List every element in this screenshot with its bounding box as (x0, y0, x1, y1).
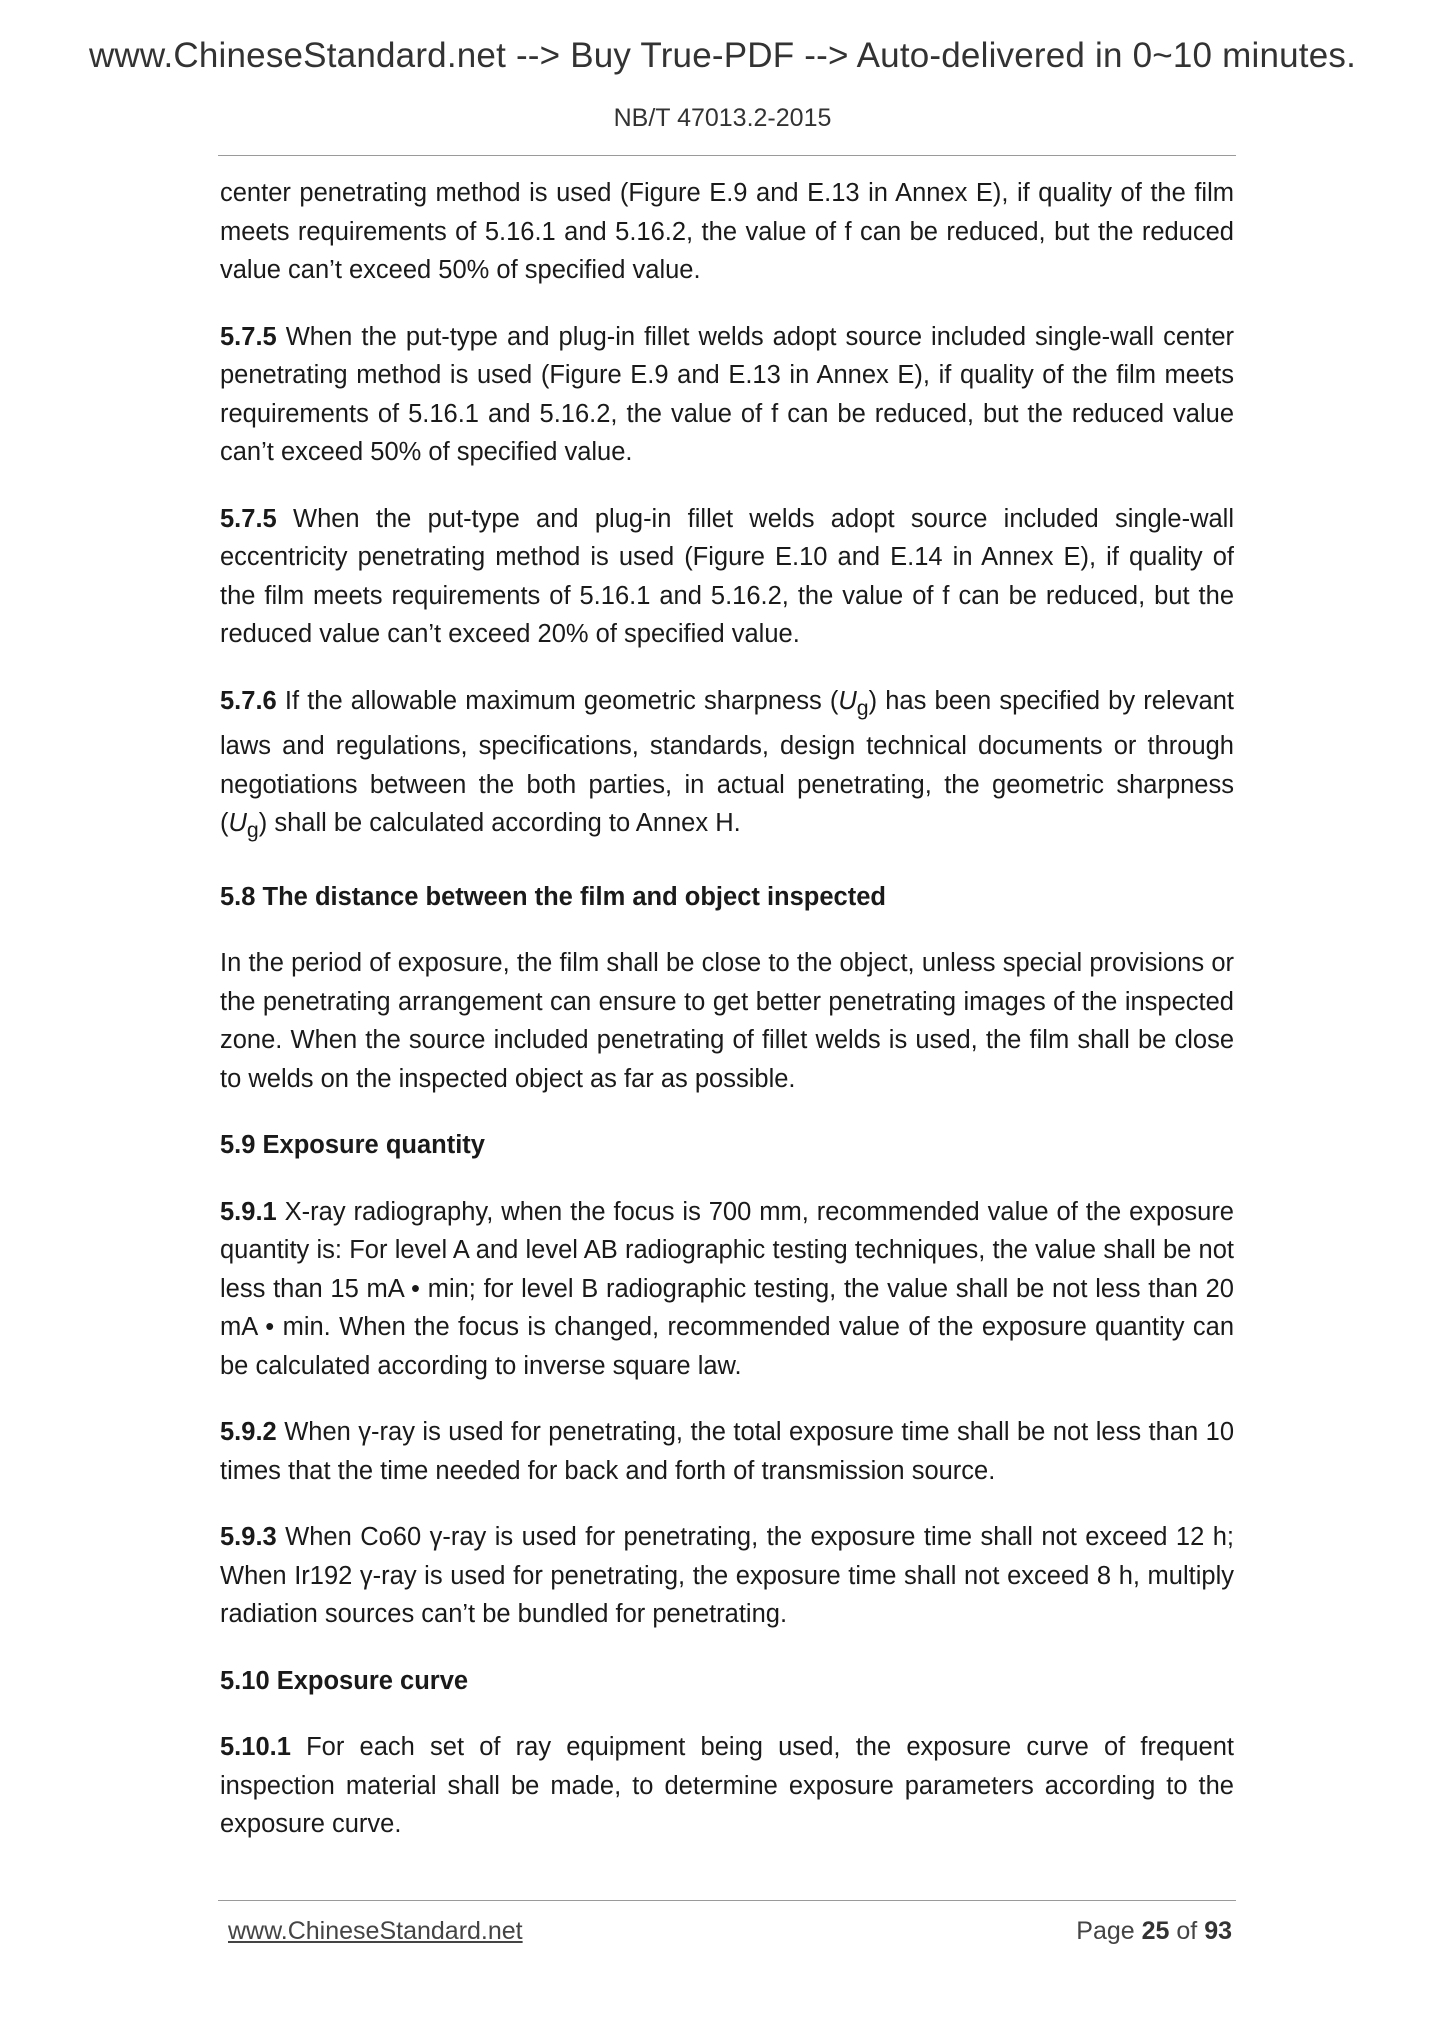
footer-site-link[interactable]: www.ChineseStandard.net (228, 1917, 523, 1945)
footer-divider (218, 1900, 1236, 1901)
clause-5-7-5-eccentricity: 5.7.5 When the put-type and plug-in fillet welds adopt source included single-wall eccentricity penetrating method is used (Figure E.10 and E.14 in Annex E), if quality of the film meets requirements of 5.16.1 and 5.16.2, the value of f can be reduced, but the reduced value can’t exceed 20% of specified value. (220, 504, 1234, 648)
current-page-number: 25 (1141, 1917, 1170, 1945)
clause-5-9-1: 5.9.1 X-ray radiography, when the focus is 700 mm, recommended value of the exposure quantity is: For level A and level AB radiographic testing techniques, the value shall be not less than 15 mA • min; for level B radiographic testing, the value shall be not less than 20 mA • min. When the focus is changed, recommended value of the exposure quantity can be calculated according to inverse square law. (220, 1197, 1234, 1380)
document-body (220, 174, 1234, 1872)
page-indicator: Page 25 of 93 (1076, 1917, 1232, 1945)
clause-5-10-1: 5.10.1 For each set of ray equipment being used, the exposure curve of frequent inspection material shall be made, to determine exposure parameters according to the exposure curve. (220, 1733, 1234, 1839)
clause-number: 5.7.6 (220, 686, 277, 715)
clause-number: 5.7.5 (220, 504, 277, 533)
section-heading-5-9: 5.9 Exposure quantity (220, 1131, 485, 1160)
section-heading-5-10: 5.10 Exposure curve (220, 1666, 469, 1695)
clause-number: 5.9.3 (220, 1523, 277, 1552)
clause-number: 5.7.5 (220, 322, 277, 351)
clause-number: 5.10.1 (220, 1733, 291, 1762)
header-divider (218, 155, 1236, 156)
site-banner: www.ChineseStandard.net --> Buy True-PDF --> Auto-delivered in 0~10 minutes. (88, 36, 1357, 75)
clause-5-9-3: 5.9.3 When Co60 γ-ray is used for penetrating, the exposure time shall not exceed 12 h; When Ir192 γ-ray is used for penetrating, the exposure time shall not exceed 8 h, multiply radiation sources can’t be bundled for penetrating. (220, 1523, 1234, 1629)
standard-code: NB/T 47013.2-2015 (613, 104, 832, 132)
clause-number: 5.9.2 (220, 1418, 277, 1447)
section-heading-5-8: 5.8 The distance between the film and object inspected (220, 882, 886, 911)
clause-5-7-6: 5.7.6 If the allowable maximum geometric sharpness $(U_g)$ has been specified by relevant laws and regulations, specifications, standards, design technical documents or through negotiations between the both parties, in actual penetrating, the geometric sharpness $(U_g)$ shall be calculated according to Annex H. (220, 686, 1234, 843)
clause-5-7-5-center: 5.7.5 When the put-type and plug-in fillet welds adopt source included single-wall center penetrating method is used (Figure E.9 and E.13 in Annex E), if quality of the film meets requirements of 5.16.1 and 5.16.2, the value of f can be reduced, but the reduced value can’t exceed 50% of specified value. (220, 322, 1234, 466)
paragraph-continuation: center penetrating method is used (Figure E.9 and E.13 in Annex E), if quality of the film meets requirements of 5.16.1 and 5.16.2, the value of f can be reduced, but the reduced value can’t exceed 50% of specified value. (220, 179, 1234, 284)
total-pages: 93 (1204, 1917, 1232, 1945)
clause-number: 5.9.1 (220, 1197, 277, 1226)
section-5-8-text: In the period of exposure, the film shall be close to the object, unless special provisions or the penetrating arrangement can ensure to get better penetrating images of the inspected zone. When the source included penetrating of fillet welds is used, the film shall be close to welds on the inspected object as far as possible. (220, 949, 1234, 1093)
clause-5-9-2: 5.9.2 When γ-ray is used for penetrating, the total exposure time shall be not less than 10 times that the time needed for back and forth of transmission source. (220, 1418, 1234, 1485)
